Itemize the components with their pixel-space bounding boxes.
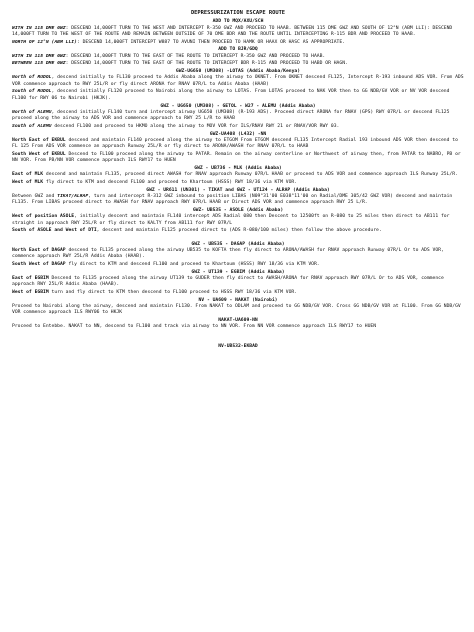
paragraph: West of MLK fly direct to KTM and descend FL100 and proceed to Khartoum (HSSS) RWY 18/36 via KTM VOR. — [12, 179, 298, 185]
section-heading-ur611: GWZ - UR611 (UN301) - TIKAT and GWZ - UT124 - ALRAP (Addis Ababa) — [146, 187, 330, 193]
paragraph: South of ASOLE and West of DTI, descent and maintain FL125 proceed direct to (ADS R-080/100 miles) then follow the above procedure. — [12, 228, 382, 234]
paragraph: East of EGBIM Descend to FL135 proceed along the airway UT139 to GUDER then fly direct to AWASH/ARONA for RNAV approach RWY 07R/L Or to ADS VOR, commence approach RWY 25L/R Addis Ababa (HAAB). — [12, 276, 444, 288]
paragraph: Between GWZ and TIKAT/ALRAP, turn and intercept R-312 GWZ inbound to position LIBAS (N09°31'00 E038°11'00 on Radial/DME 305/42 GWZ VOR) descend and maintain FL135. From LIBAS proceed direct to AWASH for RNAV approach RWY 07R/L HAAB or Direct ADS VOR and commence approach RWY 25 L/R. — [12, 194, 453, 206]
paragraph: NORTH OF 12°N (ABM LLI): DESCEND 14,000FT INTERCEPT W887 TO AVUNI THEN PROCEED TO HAMK OR HAAX OR HASC AS APPROPRIATE. — [12, 39, 346, 45]
paragraph: East of MLK descend and maintain FL135, proceed direct AWASH for RNAV approach Runway 07R/L HAAB or proceed to ADS VOR and commence approach ILS Runway 25L/R. — [12, 172, 458, 178]
paragraph: South West of DAGAP fly direct to KTM and descend FL100 and proceed to Khartoum (HSSS) RWY 18/36 via KTM VOR. — [12, 261, 320, 267]
section-heading-ut139: GWZ - UT139 - EGBIM (Addis Ababa) — [191, 269, 285, 275]
paragraph: WITH IN 115 DME GWZ: DESCEND 14,000FT TURN TO THE WEST AND INTERCEPT R-350 GWZ AND PROCEED TO HAAB. BETWEEN 115 DME GWZ AND SOUTH OF 12°N (ABM LLI): DESCEND 14,000FT TURN TO THE WEST OF THE ROUTE AND REMAIN BETWEEN OUTSIDE OF 70 DME BDR AND THE ROUTE UNTIL INTERCEPTING R-115 BDR AND PROCEED TO HAAB. — [12, 25, 453, 37]
section-heading-ug650-lotas: GWZ-UG650 (UM308) -LOTAS (Addis Ababa/Kenya) — [175, 69, 301, 75]
section-heading-ua609-nakat: NV - UA609 - NAKAT (Nairobi) — [198, 297, 278, 303]
paragraph: North East of EKBUL descend and maintain FL140 proceed along the airway to ETGOM From ETGOM descend FL135 Intercept Radial 193 inbound ADS VOR then descend to FL 125 From ADS VOR commence an approach Runway 25L/R or fly direct to ARONA/AWASH for RNAV 07R/L to HAAB — [12, 137, 458, 150]
paragraph: North of ALEMU, descend initially FL140 turn and intercept airway UG650 (UM308) (R-193 ADS). Proceed direct ARONA for RNAV (GPS) RWY 07R/L or descend FL125 proceed along the airway to ADS VOR and commence approach to RWY 25 L/R to HAAB — [12, 109, 450, 122]
section-heading-bjr: ADD TO BJR/GDQ — [218, 47, 258, 53]
paragraph: South West of EKBUL Descend to FL100 proceed along the airway to PATAR. Remain on the airway centerline or Northwest of airway then, from PATAR to NABRO, PB or NN VOR. From PB/NN VOR commence approach ILS RWY17 to HUEN — [12, 151, 461, 164]
section-heading-ub535-asole: GWZ- UB535 - ASOLE (Addis Ababa) — [192, 208, 284, 214]
section-heading-ub736: GWZ - UB736 - MLK (Addis Ababa) — [194, 165, 282, 171]
paragraph: West of position ASOLE, initially descent and maintain FL140 intercept ADS Radial 080 then Descent to 12500ft on R-080 to 25 miles then direct to AB111 for straight in approach RWY 25L/R or fly direct to KALTY from AB111 for RWY 07R/L — [12, 214, 450, 226]
section-heading-nakat-nn: NAKAT-UA609-NN — [218, 318, 258, 324]
section-heading-ua408: GWZ-UA408 (L432) -NN — [209, 131, 267, 137]
paragraph: BETWEEN 115 DME GWZ: DESCEND 14,000FT TURN TO THE EAST OF THE ROUTE TO INTERCEPT BDR R-115 AND PROCEED TO HABD OR HAGN. — [12, 61, 348, 67]
paragraph: North of RUDOL, descend initially to FL130 proceed to Addis Ababa along the airway to OKNET. From OKNET descend FL125, Intercept R-193 inbound ADS VOR. From ADS VOR commence approach to RWY 25L/R or fly direct ARONA for RNAV 07R/L to Addis Ababa (HAAB) — [12, 75, 464, 87]
paragraph: Proceed to Nairobi along the airway, descend and maintain FL130. From NAKAT to ODLAM and proceed to GG NDB/GV VOR. Cross GG NDB/GV VOR at FL100. From GG NDB/GV VOR commence approach ILS RWY06 to HKJK — [12, 304, 461, 316]
paragraph: South of ALEMU descend FL100 and proceed to HKMO along the airway to MOV VOR for ILS/RNAV RWY 21 or RNAV/VOR RWY 03. — [12, 123, 340, 129]
paragraph: North East of DAGAP descend to FL135 proceed along the airway UB535 to KOFTA then fly direct to ARONA/AWASH for RNAV approach Runway 07R/L Or to ADS VOR, commence approach RWY 25L/R Addis Ababa (HAAB). — [12, 247, 444, 260]
paragraph: WITH IN 115 DME GWZ: DESCEND 14,000FT TURN TO THE EAST OF THE ROUTE TO INTERCEPT R-350 GWZ AND PROCEED TO HAAB. — [12, 53, 326, 59]
section-heading-ug650-alemu: GWZ - UG650 (UM308) - GETOL - W27 - ALEMU (Addis Ababa) — [160, 103, 316, 109]
document-page — [12, 10, 464, 350]
section-heading-mqx: ADD TO MQX/AXU/SCH — [212, 19, 264, 25]
section-heading-ub535-dagap: GWZ - UB535 - DAGAP (Addis Ababa) — [191, 241, 285, 247]
paragraph: Proceed to Entebbe. NAKAT to NN, descend to FL100 and track via airway to NN VOR. From NN VOR commence approach ILS RWY17 to HUEN — [12, 324, 377, 330]
paragraph: South of RUDOL, descend initially FL120 proceed to Nairobi along the airway to LOTAS. From LOTAS proceed to NAK VOR then to GG NDB/GV VOR or NV VOR descend FL100 for RWY 06 to Nairobi (HKJK). — [12, 89, 450, 101]
document-title: DEPRESSURIZATION ESCAPE ROUTE — [190, 10, 286, 16]
paragraph: West of EGBIM turn and fly direct to KTM then descend to FL100 proceed to HSSS RWY 18/36 via KTM VOR. — [12, 289, 298, 295]
section-heading-ub532: NV-UB532-EKBAD — [218, 343, 258, 349]
